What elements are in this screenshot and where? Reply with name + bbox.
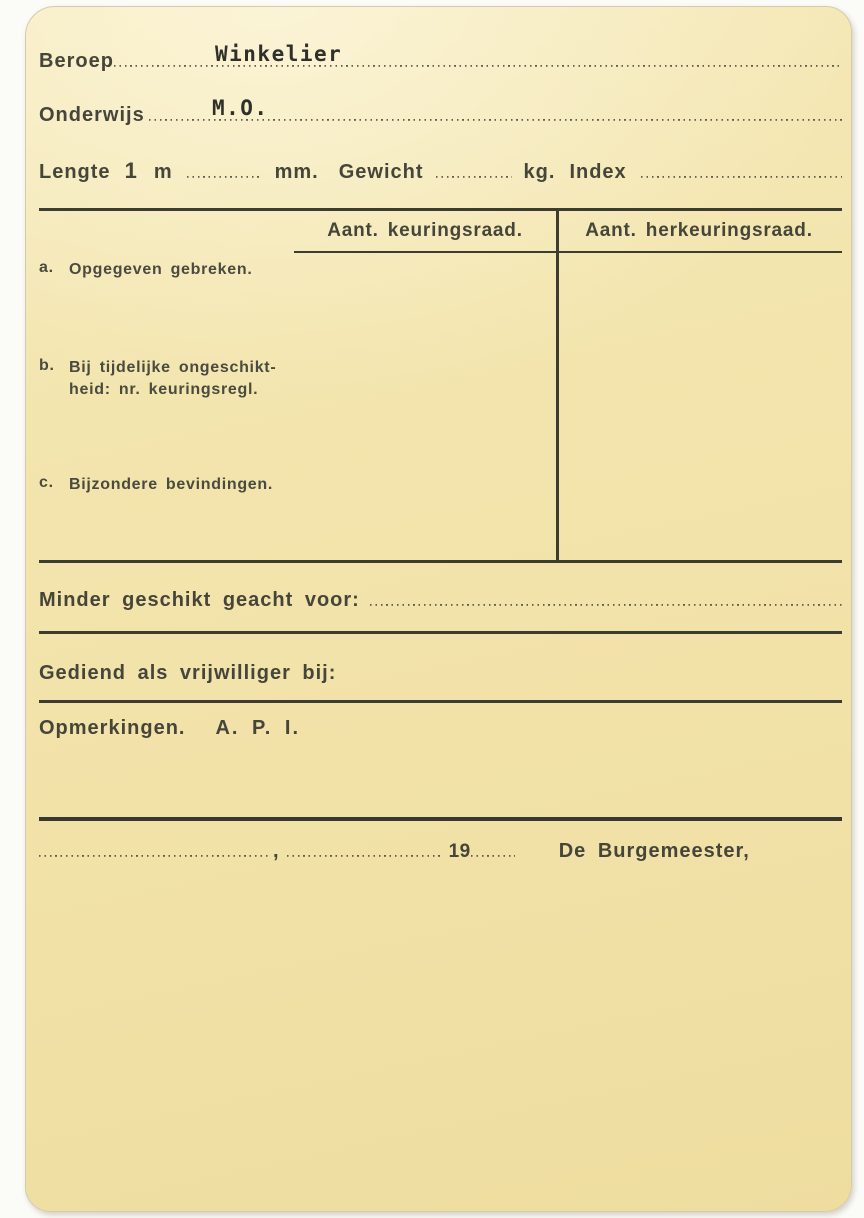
measurements-row	[39, 158, 842, 190]
row-a-label	[69, 259, 252, 281]
gewicht-label: Gewicht	[338, 161, 424, 183]
row-c-label-line1: Bijzondere bevindingen.	[69, 476, 274, 493]
field-row-onderwijs	[39, 96, 842, 136]
place-fill-line	[39, 845, 269, 857]
beroep-fill-line	[114, 42, 842, 67]
gediend-label: Gediend als vrijwilliger bij:	[39, 662, 337, 684]
burgemeester-label: De Burgemeester,	[558, 840, 750, 862]
column-header-herkeuringsraad: Aant. herkeuringsraad.	[585, 220, 813, 241]
row-b-label-line1: Bij tijdelijke ongeschikt-	[69, 359, 277, 376]
kg-fill-line	[436, 166, 512, 178]
table-header-row	[294, 211, 842, 253]
mm-unit-label: mm.	[274, 161, 319, 183]
row-a-label-line1: Opgegeven gebreken.	[69, 261, 253, 278]
onderwijs-value: M.O.	[212, 96, 269, 120]
opmerkingen-label: Opmerkingen.	[39, 717, 186, 739]
comma-separator: ,	[273, 840, 279, 862]
mm-fill-line	[187, 166, 261, 178]
document-card	[25, 6, 852, 1212]
year-fill-line	[471, 845, 515, 857]
column-divider	[556, 211, 559, 560]
opmerkingen-value: A. P. I.	[215, 717, 301, 739]
opmerkingen-section	[39, 703, 842, 821]
meter-unit-label: m	[153, 161, 173, 183]
minder-geschikt-label: Minder geschikt geacht voor:	[39, 589, 360, 611]
lengte-value: 1	[124, 158, 138, 183]
index-fill-line	[641, 166, 842, 178]
year-prefix: 19	[448, 841, 471, 862]
row-b-label	[69, 357, 276, 401]
inspection-table	[39, 208, 842, 563]
signature-row	[39, 840, 842, 870]
minder-geschikt-fill-line	[370, 594, 842, 606]
lengte-label: Lengte	[39, 161, 111, 183]
gediend-section	[39, 634, 842, 703]
kg-unit-label: kg.	[523, 161, 556, 183]
row-c-letter: c.	[39, 474, 54, 491]
row-b-label-line2: heid: nr. keuringsregl.	[69, 381, 259, 398]
onderwijs-label: Onderwijs	[39, 104, 145, 126]
index-label: Index	[569, 161, 627, 183]
field-row-beroep	[39, 42, 842, 82]
column-header-keuringsraad: Aant. keuringsraad.	[327, 220, 523, 241]
row-c-label	[69, 474, 273, 496]
table-row-c	[39, 474, 273, 496]
beroep-label: Beroep	[39, 50, 114, 72]
table-row-a	[39, 259, 252, 281]
table-row-b	[39, 357, 276, 401]
row-a-letter: a.	[39, 259, 54, 276]
minder-geschikt-section	[39, 563, 842, 634]
onderwijs-fill-line	[149, 96, 842, 121]
row-b-letter: b.	[39, 357, 55, 374]
beroep-value: Winkelier	[215, 42, 343, 66]
date-fill-line	[287, 845, 441, 857]
